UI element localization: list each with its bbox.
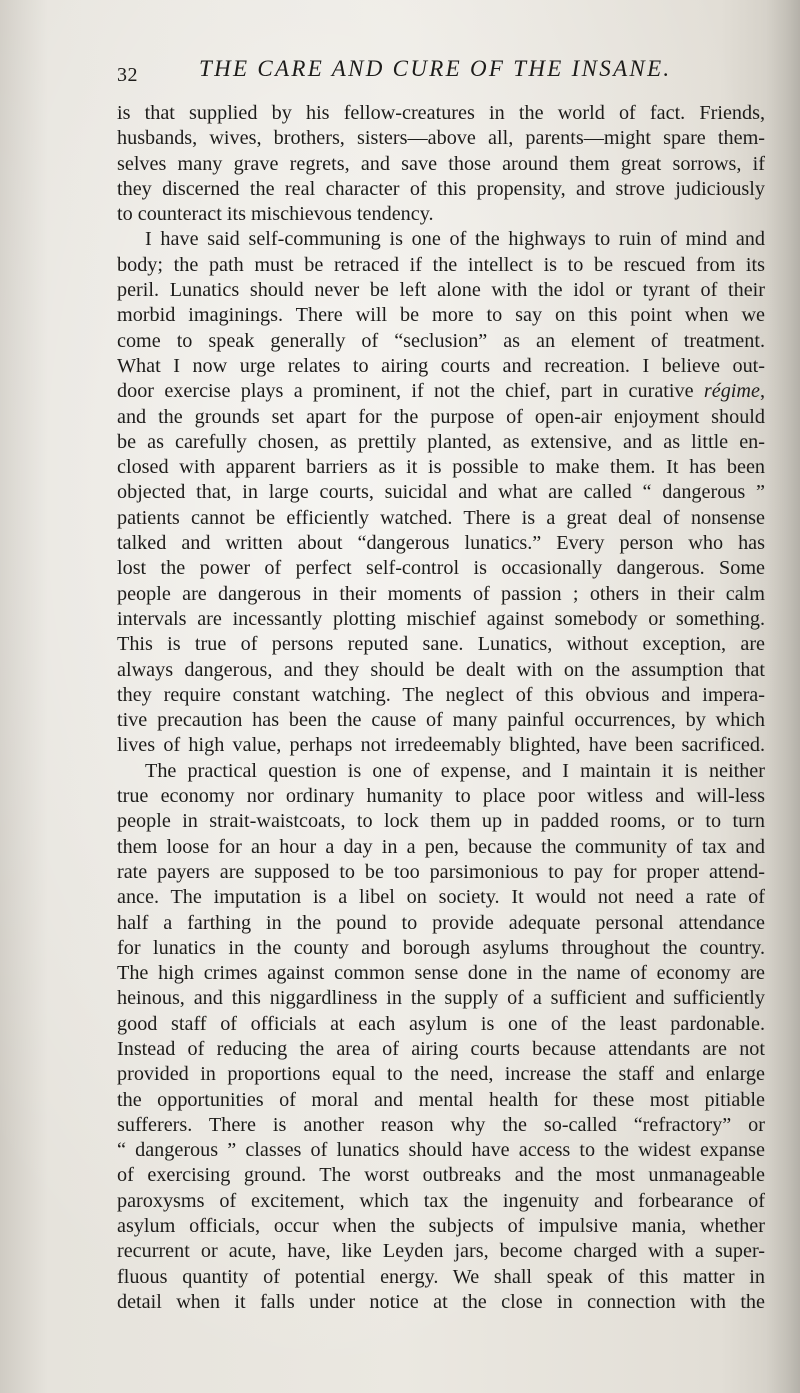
text-line: come to speak generally of “seclusion” as an element of treatment. bbox=[117, 329, 765, 352]
text-line: the opportunities of moral and mental health for these most pitiable bbox=[117, 1088, 765, 1111]
text-line: people are dangerous in their moments of passion ; others in their calm bbox=[117, 582, 765, 605]
text-line: half a farthing in the pound to provide adequate personal attendance bbox=[117, 911, 765, 934]
text-line: The high crimes against common sense done in the name of economy are bbox=[117, 962, 765, 985]
text-line: paroxysms of excitement, which tax the ingenuity and forbearance of bbox=[117, 1189, 765, 1212]
text-line: provided in proportions equal to the need, increase the staff and enlarge bbox=[117, 1063, 765, 1086]
text-line: morbid imaginings. There will be more to say on this point when we bbox=[117, 304, 765, 327]
italic-word: régime bbox=[703, 380, 760, 403]
text-line: always dangerous, and they should be dealt with on the assumption that bbox=[117, 658, 765, 681]
text-line: good staff of officials at each asylum is one of the least pardonable. bbox=[117, 1012, 765, 1035]
text-line: recurrent or acute, have, like Leyden jars, become charged with a super- bbox=[117, 1240, 765, 1263]
text-line: asylum officials, occur when the subjects of impulsive mania, whether bbox=[117, 1215, 765, 1238]
text-line: is that supplied by his fellow-creatures in the world of fact. Friends, bbox=[117, 102, 765, 124]
running-head bbox=[117, 56, 765, 90]
text-line: fluous quantity of potential energy. We shall speak of this matter in bbox=[117, 1265, 765, 1288]
paragraph-1 bbox=[117, 101, 765, 227]
text-line: sufferers. There is another reason why the so-called “refractory” or bbox=[117, 1113, 765, 1136]
text-line: Instead of reducing the area of airing courts because attendants are not bbox=[117, 1037, 765, 1060]
text-line: husbands, wives, brothers, sisters—above all, parents—might spare them- bbox=[117, 127, 765, 150]
page-number: 32 bbox=[117, 64, 138, 86]
text-line: talked and written about “dangerous lunatics.” Every person who has bbox=[117, 532, 765, 555]
text-line: and the grounds set apart for the purpose of open-air enjoyment should bbox=[117, 405, 765, 428]
text-line: This is true of persons reputed sane. Lunatics, without exception, are bbox=[117, 633, 765, 656]
text-line: selves many grave regrets, and save those around them great sorrows, if bbox=[117, 152, 765, 175]
text-line: rate payers are supposed to be too parsimonious to pay for proper attend- bbox=[117, 860, 765, 883]
text-line: them loose for an hour a day in a pen, because the community of tax and bbox=[117, 835, 765, 858]
text-line: lives of high value, perhaps not irredeemably blighted, have been sacrificed. bbox=[117, 734, 765, 757]
text-line: true economy nor ordinary humanity to place poor witless and will-less bbox=[117, 785, 765, 808]
paragraph-2 bbox=[117, 227, 765, 758]
text-line: patients cannot be efficiently watched. There is a great deal of nonsense bbox=[117, 506, 765, 529]
text-line: peril. Lunatics should never be left alone with the idol or tyrant of their bbox=[117, 279, 765, 302]
text-line: people in strait-waistcoats, to lock them up in padded rooms, or to turn bbox=[117, 810, 765, 833]
text-line: closed with apparent barriers as it is possible to make them. It has been bbox=[117, 456, 765, 479]
text-line: heinous, and this niggardliness in the supply of a sufficient and sufficiently bbox=[117, 987, 765, 1010]
text-line: body; the path must be retraced if the intellect is to be rescued from its bbox=[117, 253, 765, 276]
text-line: for lunatics in the county and borough asylums throughout the country. bbox=[117, 936, 765, 959]
paragraph-3 bbox=[117, 759, 765, 1316]
text-line: ance. The imputation is a libel on society. It would not need a rate of bbox=[117, 886, 765, 909]
text-line: they require constant watching. The neglect of this obvious and impera- bbox=[117, 683, 765, 706]
book-title: THE CARE AND CURE OF THE INSANE. bbox=[199, 56, 672, 81]
text-line: door exercise plays a prominent, if not the chief, part in curative régime, bbox=[117, 380, 765, 403]
text-line: of exercising ground. The worst outbreaks and the most unmanageable bbox=[117, 1164, 765, 1187]
text-line: intervals are incessantly plotting mischief against somebody or something. bbox=[117, 607, 765, 630]
text-line: tive precaution has been the cause of many painful occurrences, by which bbox=[117, 709, 765, 732]
body-text bbox=[117, 101, 765, 1315]
text-line: they discerned the real character of this propensity, and strove judiciously bbox=[117, 177, 765, 200]
text-line: detail when it falls under notice at the close in connection with the bbox=[117, 1290, 765, 1313]
text-line: be as carefully chosen, as prettily planted, as extensive, and as little en- bbox=[117, 430, 765, 453]
text-line: The practical question is one of expense, and I maintain it is neither bbox=[145, 759, 765, 782]
text-line: lost the power of perfect self-control is occasionally dangerous. Some bbox=[117, 557, 765, 580]
text-line: to counteract its mischievous tendency. bbox=[117, 203, 434, 226]
text-line: What I now urge relates to airing courts and recreation. I believe out- bbox=[117, 354, 765, 377]
text-line: objected that, in large courts, suicidal and what are called “ dangerous ” bbox=[117, 481, 765, 504]
text-line: I have said self-communing is one of the highways to ruin of mind and bbox=[145, 228, 765, 251]
text-line: “ dangerous ” classes of lunatics should have access to the widest expanse bbox=[117, 1139, 765, 1162]
